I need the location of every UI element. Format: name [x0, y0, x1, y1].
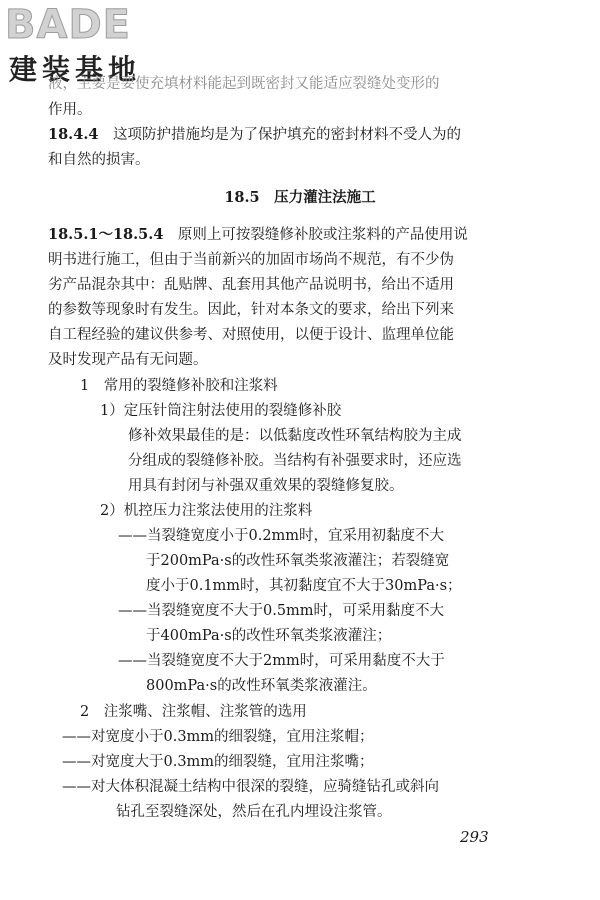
dash-item: ——当裂缝宽度不大于0.5mm时，可采用黏度不大: [118, 603, 445, 619]
dash-item: ——当裂缝宽度小于0.2mm时，宜采用初黏度不大: [118, 528, 445, 544]
list-item-1: 1 常用的裂缝修补胶和注浆料: [80, 378, 278, 394]
clause-18-4-4: 18.4.4 这项防护措施均是为了保护填充的密封材料不受人为的: [48, 126, 461, 143]
list-item-2: 2 注浆嘴、注浆帽、注浆管的选用: [80, 704, 307, 720]
text-line: 800mPa·s的改性环氧类浆液灌注。: [146, 678, 377, 694]
sub-item-1: 1）定压针筒注射法使用的裂缝修补胶: [100, 403, 342, 419]
text-line: 于200mPa·s的改性环氧类浆液灌注；若裂缝宽: [146, 553, 450, 569]
text-line: 的参数等现象时有发生。因此，针对本条文的要求，给出下列来: [48, 302, 454, 318]
text-line: 作用。: [48, 102, 92, 118]
sub-item-2: 2）机控压力注浆法使用的注浆料: [100, 503, 313, 519]
clause-number: 18.4.4: [48, 126, 99, 143]
section-heading: 18.5 压力灌注法施工: [224, 189, 376, 206]
text-line: 和自然的损害。: [48, 152, 150, 168]
text-line: 用具有封闭与补强双重效果的裂缝修复胶。: [128, 478, 404, 494]
dash-item: ——对宽度大于0.3mm的细裂缝，宜用注浆嘴；: [62, 754, 374, 770]
clause-number: 18.5.1～18.5.4: [48, 226, 164, 243]
text-line: 及时发现产品有无问题。: [48, 352, 208, 368]
dash-item: ——当裂缝宽度不大于2mm时，可采用黏度不大于: [118, 653, 445, 669]
text-line: 劣产品混杂其中：乱贴牌、乱套用其他产品说明书，给出不适用: [48, 277, 454, 293]
watermark-subtitle: 建装基地: [9, 53, 142, 86]
dash-item: ——对大体积混凝土结构中很深的裂缝，应骑缝钻孔或斜向: [62, 779, 439, 795]
clause-18-5-1: 18.5.1～18.5.4 原则上可按裂缝修补胶或注浆料的产品使用说: [48, 226, 468, 243]
watermark-brand: BADE: [5, 2, 131, 48]
text-line: 液，主要是要使充填材料能起到既密封又能适应裂缝处变形的: [48, 76, 440, 92]
dash-item: ——对宽度小于0.3mm的细裂缝，宜用注浆帽；: [62, 729, 374, 745]
text-line: 度小于0.1mm时，其初黏度宜不大于30mPa·s；: [146, 578, 462, 594]
page-number: 293: [460, 828, 489, 846]
text-line: 于400mPa·s的改性环氧类浆液灌注；: [146, 628, 392, 644]
text-line: 钻孔至裂缝深处，然后在孔内埋设注浆管。: [116, 804, 392, 820]
text-line: 修补效果最佳的是：以低黏度改性环氧结构胶为主成: [128, 428, 462, 444]
text-line: 分组成的裂缝修补胶。当结构有补强要求时，还应选: [128, 453, 462, 469]
text-line: 明书进行施工，但由于当前新兴的加固市场尚不规范，有不少伪: [48, 252, 454, 268]
text-line: 自工程经验的建议供参考、对照使用，以便于设计、监理单位能: [48, 327, 454, 343]
